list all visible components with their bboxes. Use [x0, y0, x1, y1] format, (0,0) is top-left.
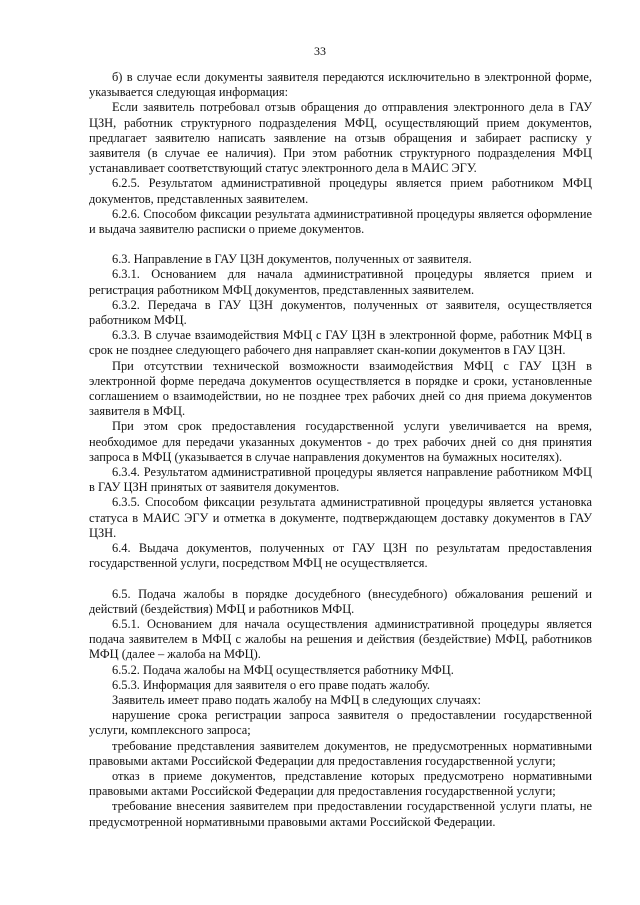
- section-gap: [89, 572, 592, 587]
- list-item: отказ в приеме документов, представление которых предусмотрено нормативными правовыми актами Российской Федерации для предоставления государственной услуги;: [89, 768, 592, 799]
- list-item: требование представления заявителем документов, не предусмотренных нормативными правовыми актами Российской Федерации для предоставления государственной услуги;: [89, 738, 592, 768]
- paragraph: 6.5.1. Основанием для начала осуществления административной процедуры является подача заявителем в МФЦ с жалобы на решения и действия (бездействие) МФЦ, работников МФЦ (далее – жалоба на МФЦ).: [89, 616, 592, 662]
- paragraph: б) в случае если документы заявителя передаются исключительно в электронной форме, указывается следующая информация:: [89, 70, 592, 100]
- paragraph: При отсутствии технической возможности взаимодействия МФЦ с ГАУ ЦЗН в электронной форме передача документов осуществляется в порядке и сроки, установленные соглашением о взаимодействии, но не позднее трех рабочих дней со дня приема документов заявителя в МФЦ.: [89, 358, 592, 419]
- section-heading: 6.5. Подача жалобы в порядке досудебного (внесудебного) обжалования решений и действий (бездействия) МФЦ и работников МФЦ.: [89, 586, 592, 616]
- paragraph: 6.3.5. Способом фиксации результата административной процедуры является установка статуса в МАИС ЭГУ и отметка в документе, подтверждающем доставку документов в ГАУ ЦЗН.: [89, 495, 592, 540]
- paragraph: 6.4. Выдача документов, полученных от ГАУ ЦЗН по результатам предоставления государственной услуги, посредством МФЦ не осуществляется.: [89, 541, 592, 571]
- document-body: [89, 70, 592, 830]
- paragraph: 6.3.4. Результатом административной процедуры является направление работником МФЦ в ГАУ ЦЗН принятых от заявителя документов.: [89, 465, 592, 495]
- paragraph: 6.3.1. Основанием для начала административной процедуры является прием и регистрация работником МФЦ документов, представленных заявителем.: [89, 267, 592, 297]
- paragraph: Заявитель имеет право подать жалобу на МФЦ в следующих случаях:: [112, 692, 481, 707]
- page-number: 33: [314, 44, 326, 58]
- section-gap: [89, 237, 592, 252]
- list-item: требование внесения заявителем при предоставлении государственной услуги платы, не предусмотренной нормативными правовыми актами Российской Федерации.: [89, 799, 592, 829]
- paragraph: 6.5.3. Информация для заявителя о его праве подать жалобу.: [112, 677, 430, 692]
- list-item: нарушение срока регистрации запроса заявителя о предоставлении государственной услуги, комплексного запроса;: [89, 708, 592, 738]
- paragraph: 6.2.6. Способом фиксации результата административной процедуры является оформление и выдача заявителю расписки о приеме документов.: [89, 206, 592, 237]
- paragraph: Если заявитель потребовал отзыв обращения до отправления электронного дела в ГАУ ЦЗН, работник структурного подразделения МФЦ, осуществляющий прием документов, предлагает заявителю написать заявление на отзыв обращения и забирает расписку у заявителя (в случае ее наличия). При этом работник структурного подразделения МФЦ устанавливает соответствующий статус электронного дела в МАИС ЭГУ.: [89, 100, 592, 176]
- paragraph: 6.5.2. Подача жалобы на МФЦ осуществляется работнику МФЦ.: [112, 662, 454, 677]
- paragraph: 6.3.3. В случае взаимодействия МФЦ с ГАУ ЦЗН в электронной форме, работник МФЦ в срок не позднее следующего рабочего дня направляет скан-копии документов в ГАУ ЦЗН.: [89, 328, 592, 358]
- paragraph: 6.3.2. Передача в ГАУ ЦЗН документов, полученных от заявителя, осуществляется работником МФЦ.: [89, 297, 592, 328]
- section-heading: 6.3. Направление в ГАУ ЦЗН документов, полученных от заявителя.: [112, 252, 472, 267]
- paragraph: При этом срок предоставления государственной услуги увеличивается на время, необходимое для передачи указанных документов - до трех рабочих дней со дня принятия запроса в МФЦ (указывается в случае направления документов на бумажных носителях).: [89, 419, 592, 464]
- paragraph: 6.2.5. Результатом административной процедуры является прием работником МФЦ документов, представленных заявителем.: [89, 176, 592, 206]
